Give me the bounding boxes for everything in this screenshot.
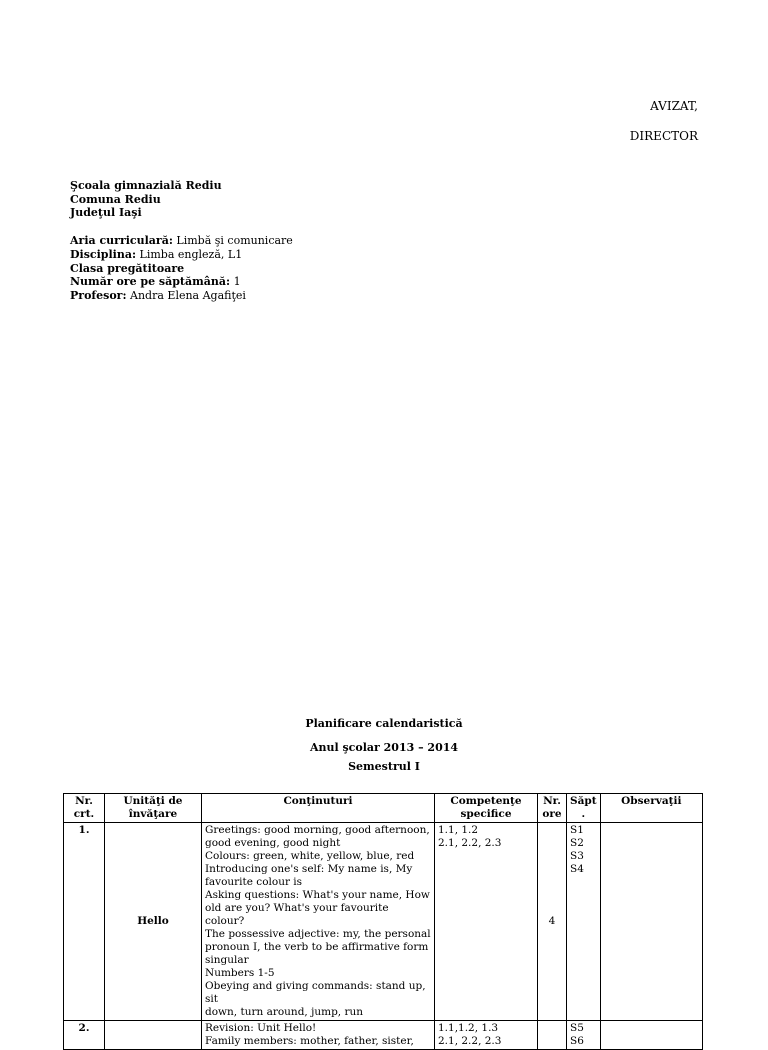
teacher-value: Andra Elena Agafiţei: [126, 288, 246, 302]
discipline-label: Disciplina:: [70, 247, 137, 261]
school-commune: Comuna Rediu: [70, 192, 161, 206]
table-header-row: [64, 794, 703, 823]
header-week: Săpt .: [567, 794, 601, 823]
row-unit: Hello: [105, 823, 202, 1021]
row-unit: [105, 1021, 202, 1050]
row-hours: [538, 1021, 567, 1050]
teacher-label: Profesor:: [70, 288, 127, 302]
planning-table: [63, 793, 703, 1050]
school-info: [70, 179, 293, 303]
approval-label: AVIZAT,: [650, 99, 698, 113]
approval-block: [630, 91, 698, 151]
school-year: Anul şcolar 2013 – 2014: [309, 741, 459, 754]
header-hours: Nr. ore: [538, 794, 567, 823]
row-weeks: S1 S2 S3 S4: [567, 823, 601, 1021]
row-competences: 1.1,1.2, 1.3 2.1, 2.2, 2.3: [435, 1021, 538, 1050]
director-label: DIRECTOR: [629, 129, 698, 143]
weekly-hours: [70, 275, 293, 289]
row-content: Greetings: good morning, good afternoon, good evening, good night Colours: green, white, yellow, blue, red Introducing one's self: My name is, My favourite colour is Asking questions: What's your name, How old are you? What's your favourite colour? The possessive adjective: my, the personal pronoun I, the verb to be affirmative form singular Numbers 1-5 Obeying and giving commands: stand up, sit down, turn around, jump, run: [202, 823, 435, 1021]
row-hours: 4: [538, 823, 567, 1021]
row-weeks: S5 S6: [567, 1021, 601, 1050]
row-number: 2.: [64, 1021, 105, 1050]
header-observations: Observaţii: [600, 794, 702, 823]
row-observations: [600, 1021, 702, 1050]
weekly-hours-value: 1: [230, 275, 241, 289]
row-content: Revision: Unit Hello! Family members: mother, father, sister,: [202, 1021, 435, 1050]
teacher: [70, 289, 293, 303]
header-content: Conţinuturi: [202, 794, 435, 823]
weekly-hours-label: Număr ore pe săptămână:: [70, 275, 231, 289]
table-row: [64, 823, 703, 1021]
row-competences: 1.1, 1.2 2.1, 2.2, 2.3: [435, 823, 538, 1021]
school-county: Judeţul Iaşi: [70, 206, 142, 220]
discipline-value: Limba engleză, L1: [136, 247, 243, 261]
row-observations: [600, 823, 702, 1021]
school-name: Şcoala gimnazială Rediu: [70, 179, 222, 192]
header-unit: Unităţi de învăţare: [105, 794, 202, 823]
row-number: 1.: [64, 823, 105, 1021]
curricular-area-value: Limbă şi comunicare: [172, 234, 293, 248]
plan-title: Planificare calendaristică: [305, 717, 463, 730]
discipline: [70, 248, 293, 262]
table-row: [64, 1021, 703, 1050]
class-label: Clasa pregătitoare: [70, 261, 185, 275]
curricular-area-label: Aria curriculară:: [70, 234, 173, 248]
semester: Semestrul I: [348, 760, 420, 773]
header-competences: Competenţe specifice: [435, 794, 538, 823]
curricular-area: [70, 234, 293, 248]
header-nr: Nr. crt.: [64, 794, 105, 823]
